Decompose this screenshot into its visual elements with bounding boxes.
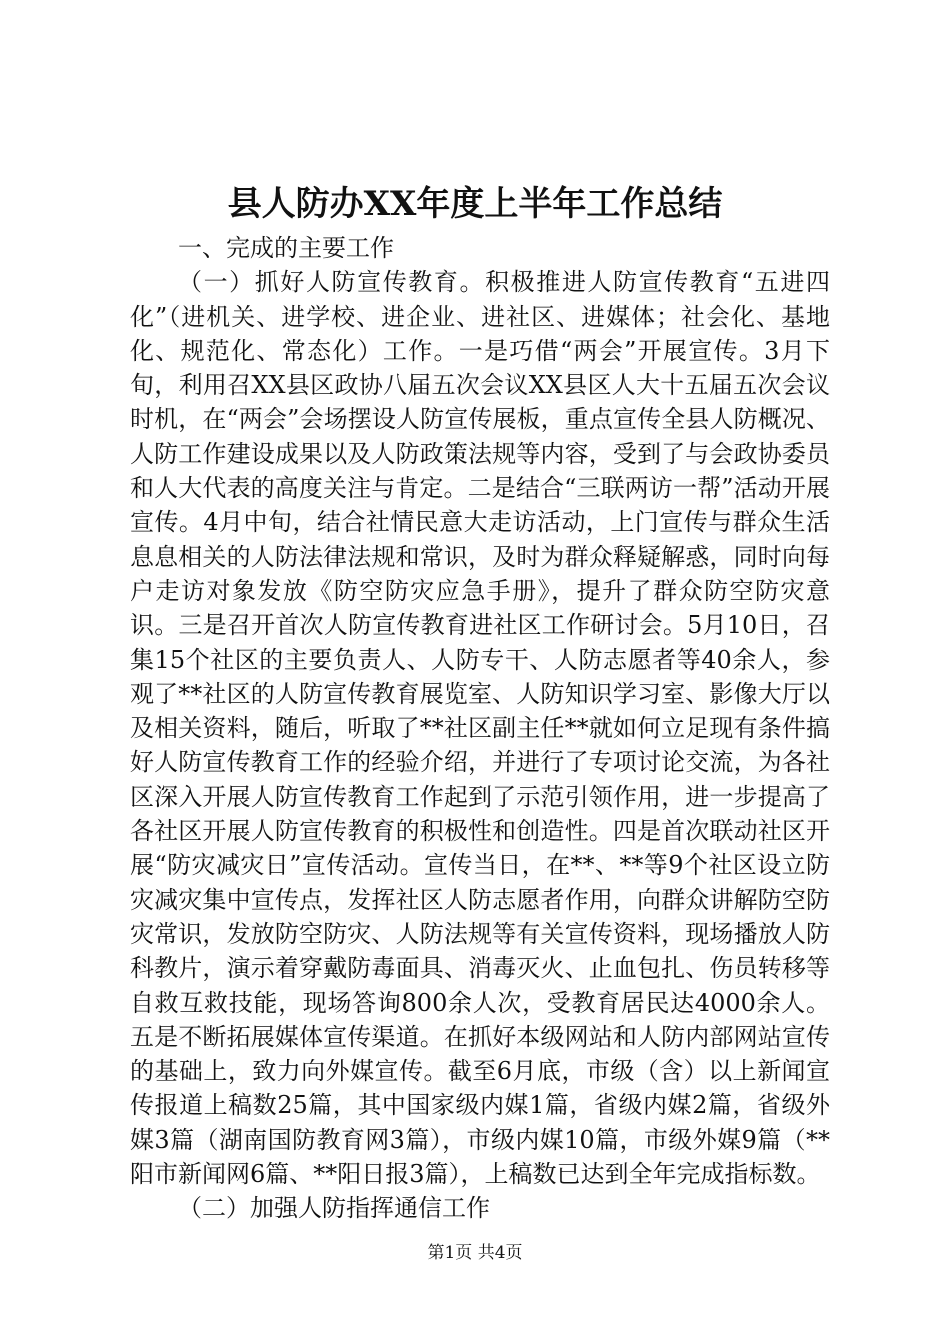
section-heading: 一、完成的主要工作 — [178, 234, 394, 262]
document-body — [130, 231, 830, 1226]
page-footer: 第1页 共4页 — [427, 1243, 523, 1263]
paragraph-command-communication: （二）加强人防指挥通信工作 — [178, 1194, 490, 1223]
document-title: 县人防办XX年度上半年工作总结 — [227, 184, 723, 224]
paragraph-propaganda-education: （一）抓好人防宣传教育。积极推进人防宣传教育“五进四化”（进机关、进学校、进企业、进社区、进媒体；社会化、基地化、规范化、常态化）工作。一是巧借“两会”开展宣传。3月下旬，利用召XX县区政协八届五次会议XX县区人大十五届五次会议时机，在“两会”会场摆设人防宣传展板，重点宣传全县人防概况、人防工作建设成果以及人防政策法规等内容，受到了与会政协委员和人大代表的高度关注与肯定。二是结合“三联两访一帮”活动开展宣传。4月中旬，结合社情民意大走访活动，上门宣传与群众生活息息相关的人防法律法规和常识，及时为群众释疑解惑，同时向每户走访对象发放《防空防灾应急手册》，提升了群众防空防灾意识。三是召开首次人防宣传教育进社区工作研讨会。5月10日，召集15个社区的主要负责人、人防专干、人防志愿者等40余人，参观了**社区的人防宣传教育展览室、人防知识学习室、影像大厅以及相关资料，随后，听取了**社区副主任**就如何立足现有条件搞好人防宣传教育工作的经验介绍，并进行了专项讨论交流，为各社区深入开展人防宣传教育工作起到了示范引领作用，进一步提高了各社区开展人防宣传教育的积极性和创造性。四是首次联动社区开展“防灾减灾日”宣传活动。宣传当日，在**、**等9个社区设立防灾减灾集中宣传点，发挥社区人防志愿者作用，向群众讲解防空防灾常识，发放防空防灾、人防法规等有关宣传资料，现场播放人防科教片，演示着穿戴防毒面具、消毒灭火、止血包扎、伤员转移等自救互救技能，现场答询800余人次，受教育居民达4000余人。五是不断拓展媒体宣传渠道。在抓好本级网站和人防内部网站宣传的基础上，致力向外媒宣传。截至6月底，市级（含）以上新闻宣传报道上稿数25篇，其中国家级内媒1篇，省级内媒2篇，省级外媒3篇（湖南国防教育网3篇），市级内媒10篇，市级外媒9篇（**阳市新闻网6篇、**阳日报3篇），上稿数已达到全年完成指标数。 — [130, 268, 830, 1189]
